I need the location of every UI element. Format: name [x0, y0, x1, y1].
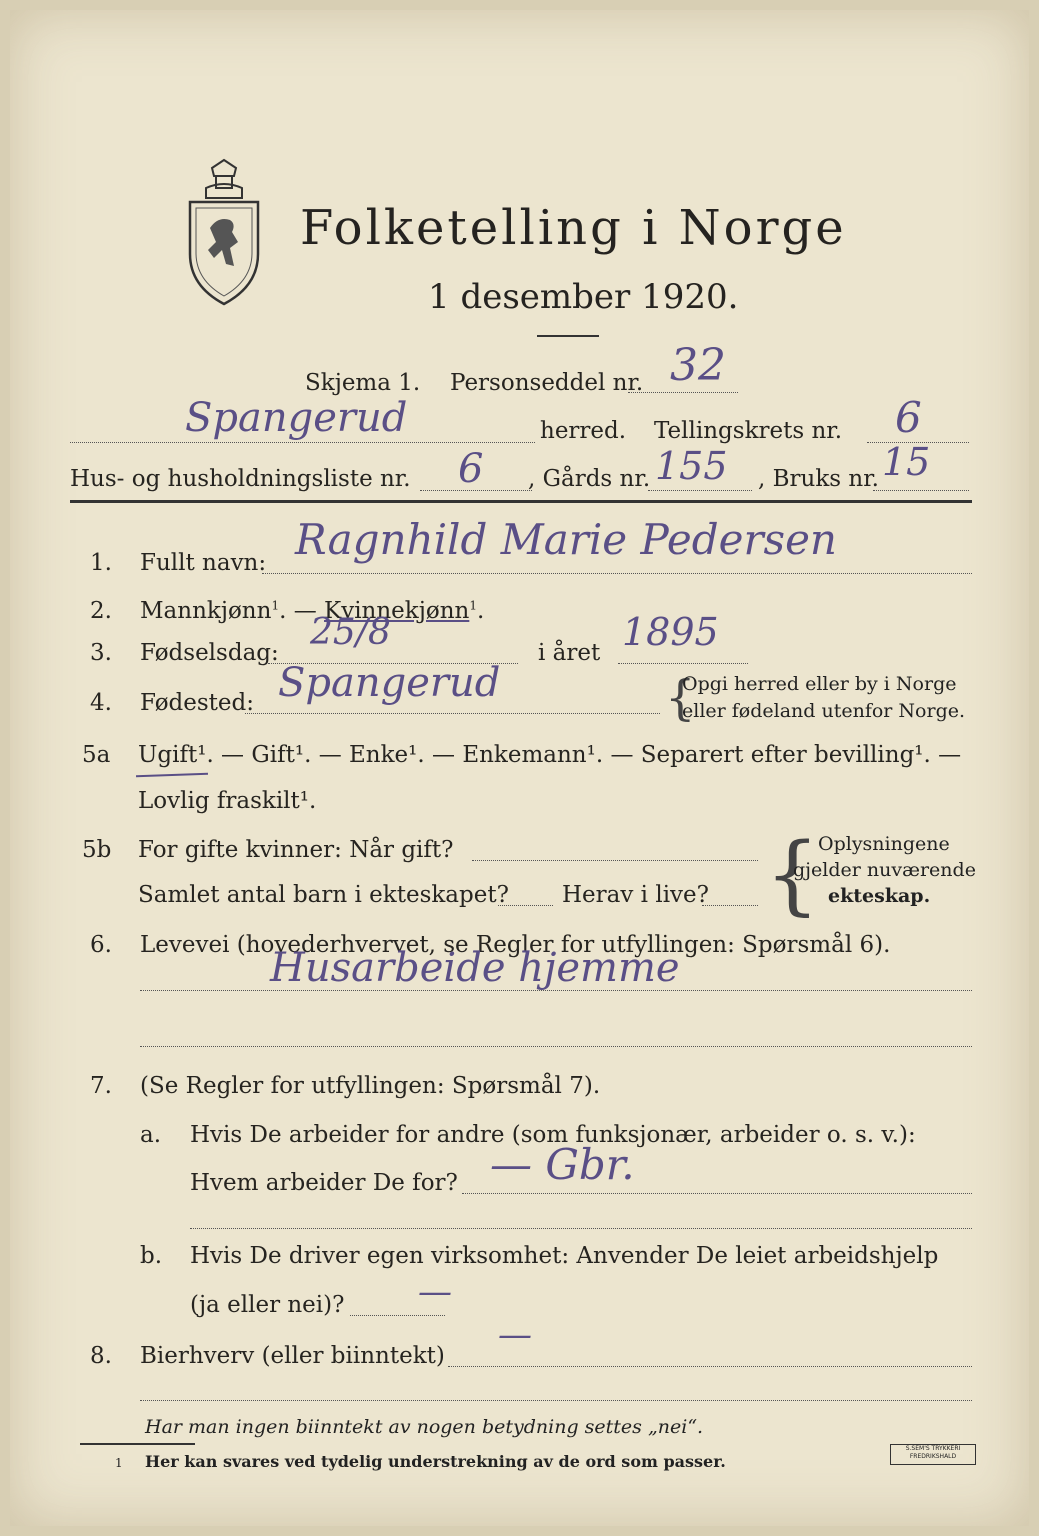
- q5b-note-1: Oplysningene: [818, 833, 950, 855]
- q4-note-2: eller fødeland utenfor Norge.: [682, 700, 966, 722]
- census-form: Folketelling i Norge 1 desember 1920. Skjema 1. Personseddel nr. 32 Spangerud herred. Tellingskrets nr. 6 Hus- og husholdningsliste nr. 6 , Gårds nr. 155 , Bruks nr. 15 1. Fullt navn: Ragnhild Marie Pedersen 2. Mannkjønn$^1$. — Kvinnekjønn$^1$. 3. Fødselsdag: 25/8 i året 1895 4. Fødested: Spangerud { Opgi herred eller by i Norge eller fødeland utenfor Norge. 5a Ugift¹. — Gift¹. — Enke¹. — Enkemann¹. — Separert efter bevilling¹. — Lovlig fraskilt¹. 5b For gifte kvinner: Når gift? Samlet antal barn i ekteskapet? Herav i live? { Oplysningene gjelder nuværende ekteskap. 6. Levevei (hovederhvervet, se Regler for utfyllingen: Spørsmål 6). Husarbeide hjemme 7. (Se Regler for utfyllingen: Spørsmål 7). a. Hvis De arbeider for andre (som funksjonær, arbeider o. s. v.): Hvem arbeider De for? — Gbr. b. Hvis De driver egen virksomhet: Anvender De leiet arbeidshjelp (ja eller nei)? — 8. Bierhverv (eller biinntekt) — Har man ingen biinntekt av nogen betydning settes „nei“. 1 Her kan svares ved tydelig understrekning av de ord som passer. S.SEM'S TRYKKERI FREDRIKSHALD: [10, 10, 1029, 1526]
- birthdate-value: 25/8: [310, 612, 391, 653]
- section-divider: [70, 500, 972, 503]
- side-income-value: —: [498, 1315, 532, 1355]
- mannkjonn-option: Mannkjønn: [140, 598, 272, 624]
- footnote-number: 1: [115, 1456, 123, 1470]
- q6-label: Levevei (hovederhvervet, se Regler for utfyllingen: Spørsmål 6).: [140, 932, 891, 958]
- full-name-value: Ragnhild Marie Pedersen: [295, 515, 837, 564]
- q1-label: Fullt navn:: [140, 550, 267, 576]
- q5a-number: 5a: [82, 742, 111, 768]
- q3-number: 3.: [90, 640, 112, 666]
- q7a-number: a.: [140, 1122, 162, 1148]
- q1-number: 1.: [90, 550, 112, 576]
- employer-value: — Gbr.: [490, 1140, 635, 1189]
- q6-number: 6.: [90, 932, 112, 958]
- bruks-value: 15: [882, 440, 931, 484]
- q7-number: 7.: [90, 1073, 112, 1099]
- printer-stamp: S.SEM'S TRYKKERI FREDRIKSHALD: [890, 1444, 976, 1465]
- ugift-underline: [136, 773, 208, 778]
- marital-status-options: Ugift¹. — Gift¹. — Enke¹. — Enkemann¹. — Separert efter bevilling¹. —: [138, 742, 962, 768]
- personseddel-label: Personseddel nr.: [450, 370, 644, 396]
- lovlig-fraskilt-option: Lovlig fraskilt¹.: [138, 788, 317, 814]
- antal-barn-label: Samlet antal barn i ekteskapet?: [138, 882, 509, 908]
- q7b-line1: Hvis De driver egen virksomhet: Anvender De leiet arbeidshjelp: [190, 1243, 939, 1269]
- q7a-line1: Hvis De arbeider for andre (som funksjonær, arbeider o. s. v.):: [190, 1122, 916, 1148]
- gards-label: , Gårds nr.: [528, 466, 651, 492]
- title-divider: [537, 335, 599, 337]
- q4-number: 4.: [90, 690, 112, 716]
- q2-number: 2.: [90, 598, 112, 624]
- kvinnekjonn-option: Kvinnekjønn: [324, 598, 470, 624]
- q4-label: Fødested:: [140, 690, 255, 716]
- q2-options: Mannkjønn$^1$. — Kvinnekjønn$^1$.: [140, 598, 485, 624]
- census-date: 1 desember 1920.: [428, 277, 739, 317]
- birthyear-value: 1895: [622, 610, 719, 654]
- herred-label: herred.: [540, 418, 627, 444]
- q7b-number: b.: [140, 1243, 163, 1269]
- birthplace-value: Spangerud: [278, 660, 501, 706]
- tellingskrets-value: 6: [895, 393, 922, 442]
- q8-label: Bierhverv (eller biinntekt): [140, 1343, 445, 1369]
- nar-gift-label: For gifte kvinner: Når gift?: [138, 837, 454, 863]
- footnote: Her kan svares ved tydelig understrekning av de ord som passer.: [145, 1452, 726, 1471]
- coat-of-arms-icon: [178, 158, 270, 308]
- gards-value: 155: [655, 444, 728, 488]
- form-title: Folketelling i Norge: [300, 200, 847, 256]
- occupation-value: Husarbeide hjemme: [270, 945, 680, 991]
- q4-note-1: Opgi herred eller by i Norge: [682, 673, 957, 695]
- q7a-line2: Hvem arbeider De for?: [190, 1170, 458, 1196]
- q8-number: 8.: [90, 1343, 112, 1369]
- q7-label: (Se Regler for utfyllingen: Spørsmål 7).: [140, 1073, 601, 1099]
- hus-value: 6: [458, 446, 484, 492]
- skjema-label: Skjema 1.: [305, 370, 421, 396]
- footer-note: Har man ingen biinntekt av nogen betydning settes „nei“.: [145, 1416, 704, 1438]
- aar-label: i året: [538, 640, 601, 666]
- herred-value: Spangerud: [185, 395, 408, 441]
- q7b-line2: (ja eller nei)?: [190, 1292, 345, 1318]
- hired-help-value: —: [418, 1272, 452, 1312]
- personseddel-value: 32: [670, 340, 726, 391]
- bruks-label: , Bruks nr.: [758, 466, 879, 492]
- q5b-note-2: gjelder nuværende: [793, 859, 976, 881]
- hus-label: Hus- og husholdningsliste nr.: [70, 466, 411, 492]
- q5b-number: 5b: [82, 837, 112, 863]
- q5b-note-3: ekteskap.: [828, 885, 931, 907]
- tellingskrets-label: Tellingskrets nr.: [654, 418, 843, 444]
- q3-label: Fødselsdag:: [140, 640, 279, 666]
- herav-i-live-label: Herav i live?: [562, 882, 709, 908]
